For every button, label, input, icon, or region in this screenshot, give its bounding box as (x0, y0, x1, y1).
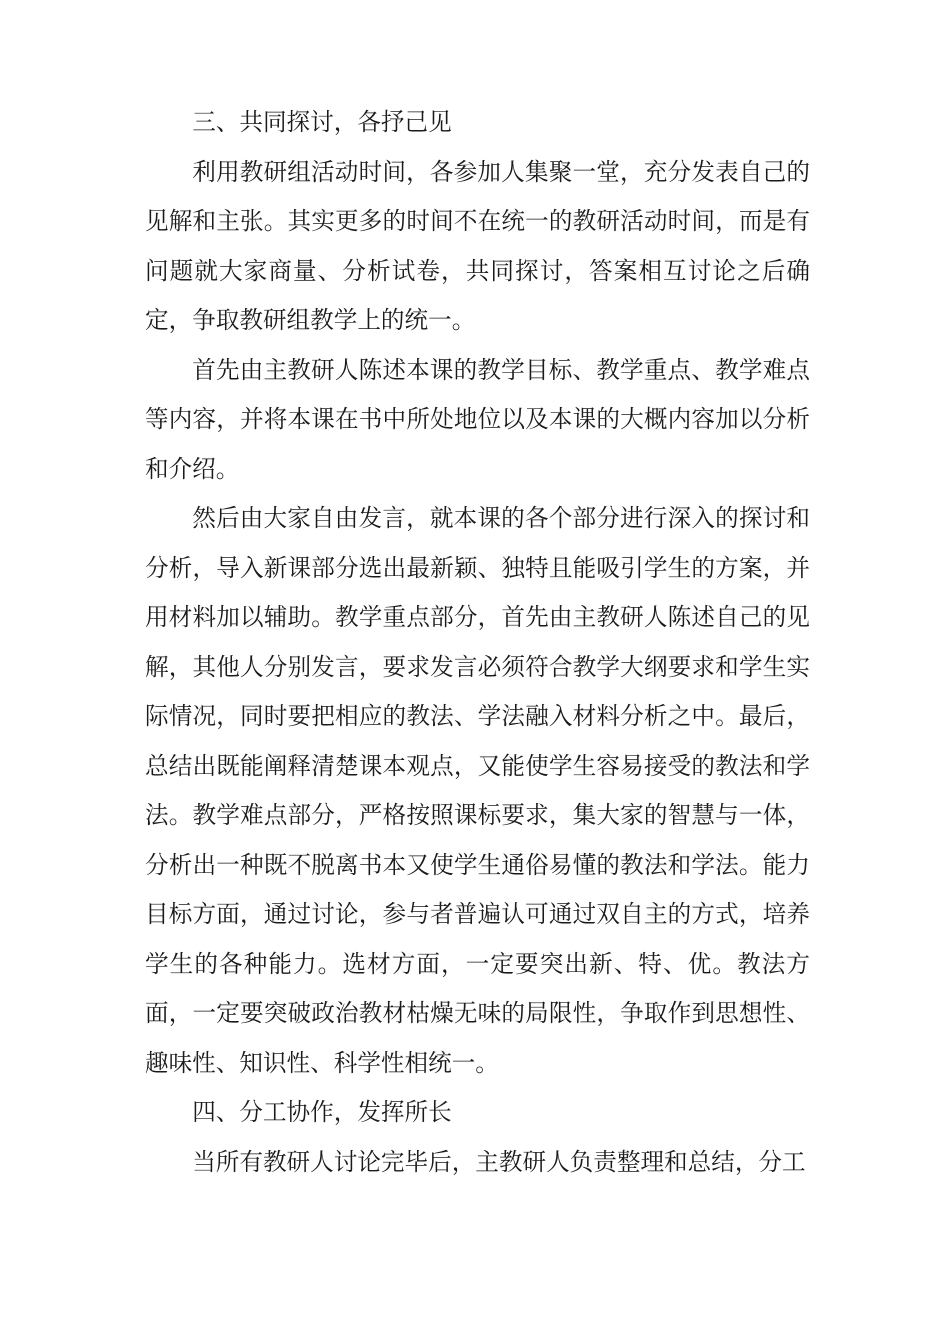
section-heading-3: 三、共同探讨，各抒己见 (192, 108, 452, 136)
body-paragraph: 当所有教研人讨论完毕后，主教研人负责整理和总结，分工 (192, 1147, 806, 1176)
document-body (145, 98, 810, 1187)
section-heading-4: 四、分工协作，发挥所长 (192, 1098, 452, 1126)
body-paragraph: 利用教研组活动时间，各参加人集聚一堂，充分发表自己的见解和主张。其实更多的时间不在统一的教研活动时间，而是有问题就大家商量、分析试卷，共同探讨，答案相互讨论之后确定，争取教研组教学上的统一。 (145, 157, 810, 334)
body-paragraph: 然后由大家自由发言，就本课的各个部分进行深入的探讨和分析，导入新课部分选出最新颖、独特且能吸引学生的方案，并用材料加以辅助。教学重点部分，首先由主教研人陈述自己的见解，其他人分别发言，要求发言必须符合教学大纲要求和学生实际情况，同时要把相应的教法、学法融入材料分析之中。最后，总结出既能阐释清楚课本观点，又能使学生容易接受的教法和学法。教学难点部分，严格按照课标要求，集大家的智慧与一体，分析出一种既不脱离书本又使学生通俗易懂的教法和学法。能力目标方面，通过讨论，参与者普遍认可通过双自主的方式，培养学生的各种能力。选材方面，一定要突出新、特、优。教法方面，一定要突破政治教材枯燥无味的局限性，争取作到思想性、趣味性、知识性、科学性相统一。 (145, 504, 810, 1077)
body-paragraph: 首先由主教研人陈述本课的教学目标、教学重点、教学难点等内容，并将本课在书中所处地位以及本课的大概内容加以分析和介绍。 (145, 355, 810, 483)
